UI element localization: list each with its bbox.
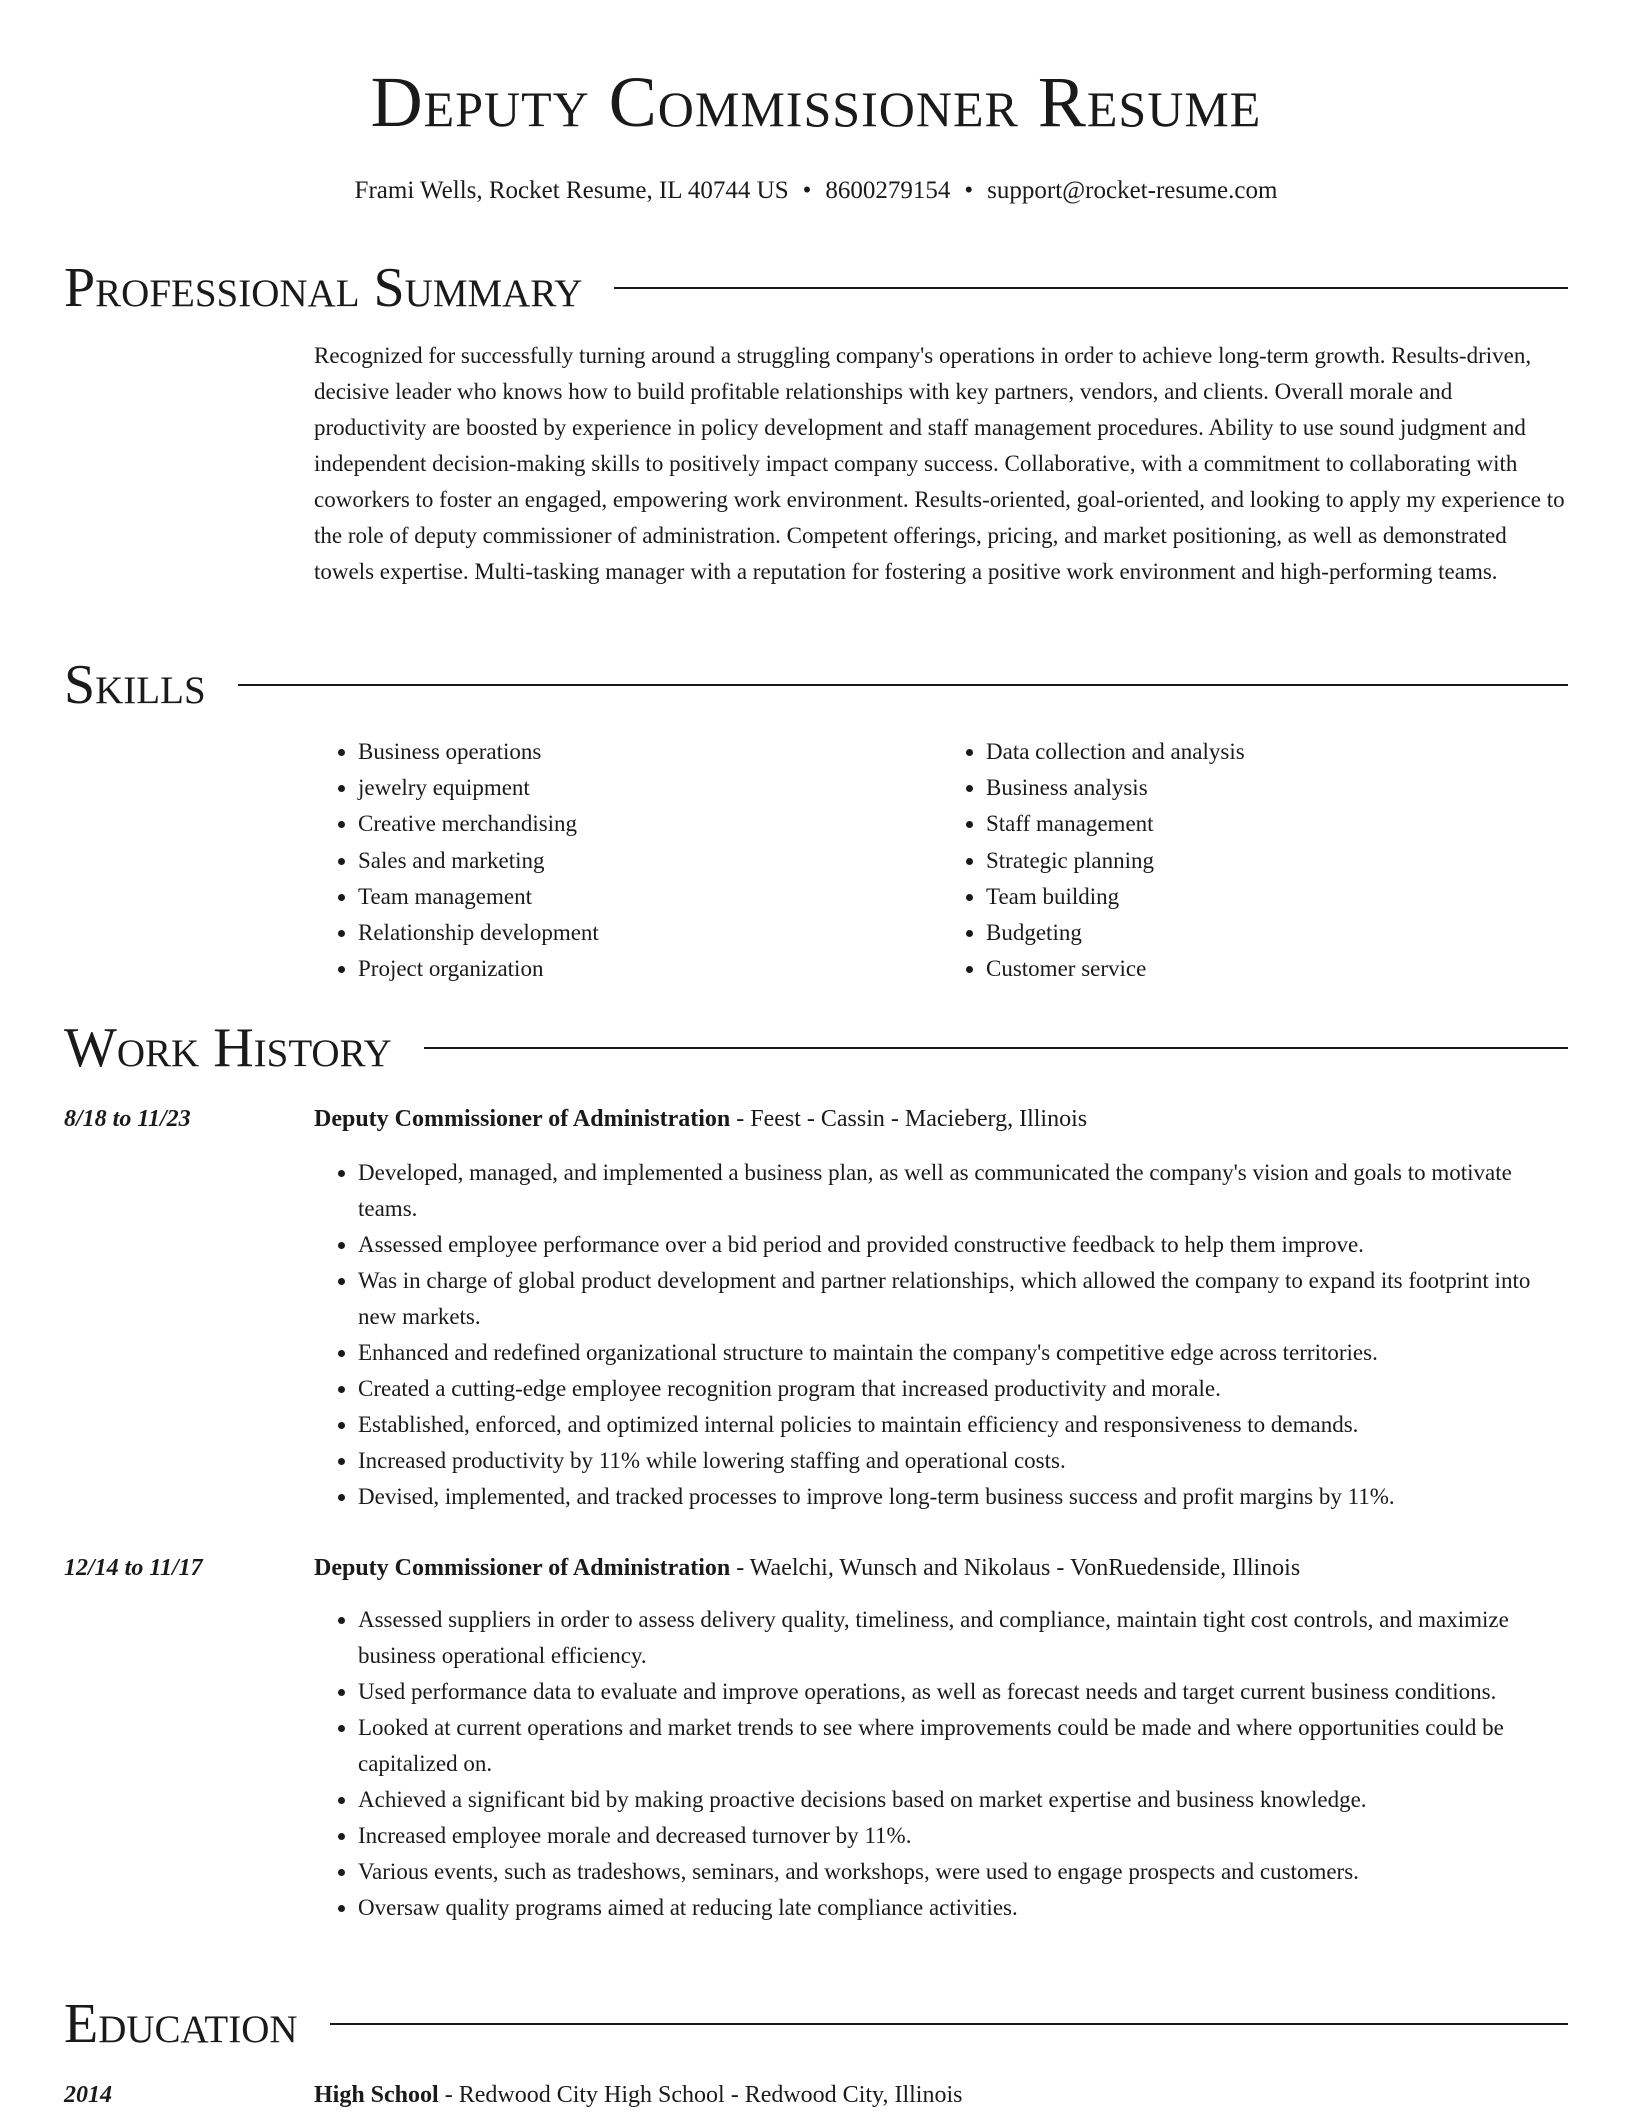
- job-bullet: • Created a cutting-edge employee recognition program that increased productivity and morale.: [358, 1371, 1534, 1407]
- skill-item: • Team management: [358, 879, 942, 915]
- job-employer: - Feest - Cassin - Macieberg, Illinois: [730, 1106, 1088, 1132]
- job-position: Deputy Commissioner of Administration: [314, 1106, 731, 1132]
- work-heading: Work History: [64, 1017, 392, 1079]
- skill-item: • Budgeting: [986, 915, 1570, 951]
- job-header: [314, 1101, 1570, 1137]
- job-bullet: • Enhanced and redefined organizational structure to maintain the company's competitive edge across territories.: [358, 1335, 1534, 1371]
- education-school: - Redwood City High School - Redwood City, Illinois: [438, 2082, 963, 2108]
- education-header: [314, 2077, 1570, 2113]
- job-bullet: • Assessed suppliers in order to assess delivery quality, timeliness, and compliance, maintain tight cost controls, and maximize business operational efficiency.: [358, 1602, 1534, 1674]
- section-divider: [238, 684, 1568, 686]
- job-bullet: • Increased productivity by 11% while lowering staffing and operational costs.: [358, 1443, 1534, 1479]
- contact-phone: 8600279154: [825, 177, 951, 204]
- skill-item: • Data collection and analysis: [986, 734, 1570, 770]
- skill-item: • Team building: [986, 879, 1570, 915]
- job-bullets: [314, 1155, 1534, 1515]
- job-bullet: • Looked at current operations and market trends to see where improvements could be made and where opportunities could be capitalized on.: [358, 1710, 1534, 1782]
- skills-list: [314, 734, 1570, 987]
- section-divider: [330, 2023, 1568, 2025]
- contact-address: Frami Wells, Rocket Resume, IL 40744 US: [354, 177, 789, 204]
- job-bullet: • Achieved a significant bid by making proactive decisions based on market expertise and business knowledge.: [358, 1782, 1534, 1818]
- education-degree: High School: [314, 2082, 439, 2108]
- contact-separator: •: [802, 177, 812, 204]
- contact-email: support@rocket-resume.com: [987, 177, 1278, 204]
- skill-item: • Business operations: [358, 734, 942, 770]
- skill-item: • jewelry equipment: [358, 770, 942, 806]
- skill-item: • Sales and marketing: [358, 843, 942, 879]
- contact-separator: •: [964, 177, 974, 204]
- work-section-header: [64, 1016, 1568, 1080]
- skill-item: • Customer service: [986, 951, 1570, 987]
- job-employer: - Waelchi, Wunsch and Nikolaus - VonRuedenside, Illinois: [730, 1555, 1301, 1581]
- summary-heading: Professional Summary: [64, 257, 583, 319]
- job-bullet: • Increased employee morale and decreased turnover by 11%.: [358, 1818, 1534, 1854]
- job-bullet: • Oversaw quality programs aimed at reducing late compliance activities.: [358, 1890, 1534, 1926]
- job-bullet: • Various events, such as tradeshows, seminars, and workshops, were used to engage prospects and customers.: [358, 1854, 1534, 1890]
- job-bullet: • Established, enforced, and optimized internal policies to maintain efficiency and responsiveness to demands.: [358, 1407, 1534, 1443]
- job-bullet: • Was in charge of global product development and partner relationships, which allowed the company to expand its footprint into new markets.: [358, 1263, 1534, 1335]
- job-bullet: • Used performance data to evaluate and improve operations, as well as forecast needs and target current business conditions.: [358, 1674, 1534, 1710]
- job-bullet: • Assessed employee performance over a bid period and provided constructive feedback to help them improve.: [358, 1227, 1534, 1263]
- skill-item: • Relationship development: [358, 915, 942, 951]
- resume-title: Deputy Commissioner Resume: [370, 62, 1262, 142]
- job-dates: 12/14 to 11/17: [64, 1555, 203, 1581]
- job-position: Deputy Commissioner of Administration: [314, 1555, 731, 1581]
- job-header: [314, 1550, 1570, 1586]
- skill-item: • Strategic planning: [986, 843, 1570, 879]
- skill-item: • Staff management: [986, 806, 1570, 842]
- contact-line: [0, 174, 1632, 208]
- skills-column-right: [942, 734, 1570, 987]
- skills-column-left: [314, 734, 942, 987]
- skill-item: • Creative merchandising: [358, 806, 942, 842]
- skills-section-header: [64, 653, 1568, 717]
- education-section-header: [64, 1992, 1568, 2056]
- summary-section-header: [64, 256, 1568, 320]
- education-year: 2014: [64, 2082, 112, 2108]
- education-heading: Education: [64, 1993, 298, 2055]
- section-divider: [424, 1047, 1568, 1049]
- skill-item: • Project organization: [358, 951, 942, 987]
- job-bullet: • Developed, managed, and implemented a business plan, as well as communicated the company's vision and goals to motivate teams.: [358, 1155, 1534, 1227]
- section-divider: [614, 287, 1568, 289]
- job-bullet: • Devised, implemented, and tracked processes to improve long-term business success and profit margins by 11%.: [358, 1479, 1534, 1515]
- skills-heading: Skills: [64, 654, 206, 716]
- job-dates: 8/18 to 11/23: [64, 1106, 191, 1132]
- job-bullets: [314, 1602, 1534, 1926]
- skill-item: • Business analysis: [986, 770, 1570, 806]
- summary-text: Recognized for successfully turning around a struggling company's operations in order to achieve long-term growth. Results-driven, decisive leader who knows how to build profitable relationships with key partners, vendors, and clients. Overall morale and productivity are boosted by experience in policy development and staff management procedures. Ability to use sound judgment and independent decision-making skills to positively impact company success. Collaborative, with a commitment to collaborating with coworkers to foster an engaged, empowering work environment. Results-oriented, goal-oriented, and looking to apply my experience to the role of deputy commissioner of administration. Competent offerings, pricing, and market positioning, as well as demonstrated towels expertise. Multi-tasking manager with a reputation for fostering a positive work environment and high-performing teams.: [314, 343, 1565, 584]
